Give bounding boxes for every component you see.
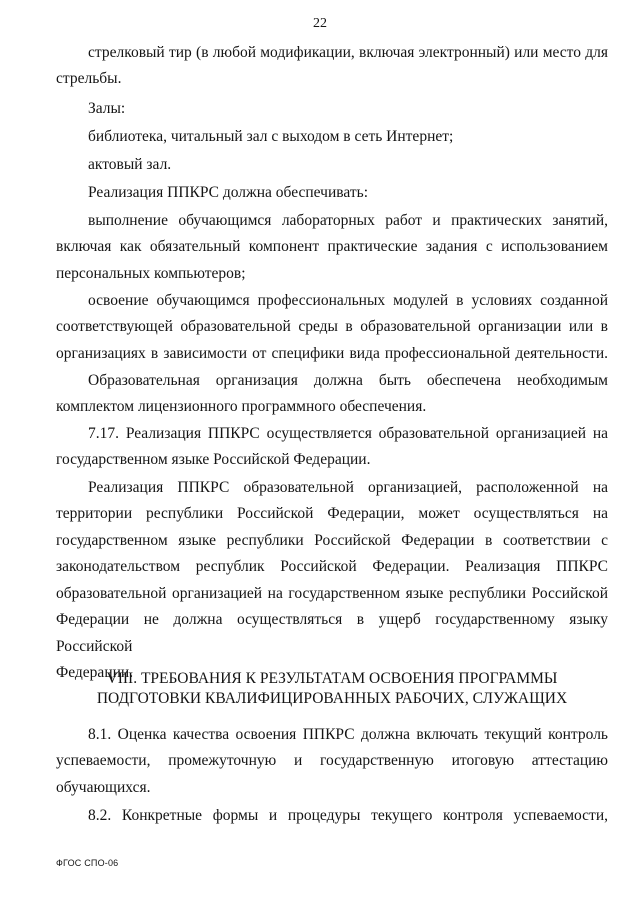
paragraph-republic-language-cont <box>56 501 608 687</box>
section-heading <box>56 669 608 709</box>
text-line: обучающихся. <box>56 778 151 796</box>
text-line: комплектом лицензионного программного обеспечения. <box>56 398 427 415</box>
paragraph-8-1-cont <box>56 748 608 801</box>
paragraph-ppkrs-must <box>88 180 608 207</box>
paragraph-lab-works <box>88 208 608 235</box>
text-line: включая как обязательный компонент практические задания с использованием <box>56 238 608 255</box>
paragraph-7-17-cont <box>56 447 608 474</box>
paragraph-8-2 <box>88 803 608 830</box>
text-line: 8.1. Оценка качества освоения ППКРС должна включать текущий контроль <box>88 726 608 743</box>
text-line: успеваемости, промежуточную и государственную итоговую аттестацию <box>56 752 608 769</box>
text-line: образовательной организацией на государственном языке республики Российской <box>56 584 608 602</box>
paragraph-7-17 <box>88 421 608 448</box>
text-line: библиотека, читальный зал с выходом в сеть Интернет; <box>88 128 454 145</box>
section-heading-line-2: ПОДГОТОВКИ КВАЛИФИЦИРОВАННЫХ РАБОЧИХ, СЛУЖАЩИХ <box>96 690 568 707</box>
text-line: актовый зал. <box>88 156 172 173</box>
text-line: организациях в зависимости от специфики вида профессиональной деятельности. <box>56 344 608 362</box>
text-line: Залы: <box>88 100 126 117</box>
text-line: 8.2. Конкретные формы и процедуры текущего контроля успеваемости, <box>88 807 608 824</box>
text-line: Федерации не должна осуществляться в ущерб государственному языку Российской <box>56 611 608 655</box>
paragraph-republic-language <box>88 475 608 502</box>
text-line: государственном языке республики Российской Федерации в соответствии с <box>56 531 608 549</box>
paragraph-lab-works-cont <box>56 234 608 287</box>
text-line: Федерации. <box>56 664 134 681</box>
paragraph-8-1 <box>88 722 608 749</box>
paragraph-modules <box>88 288 608 315</box>
text-line: выполнение обучающимся лабораторных работ и практических занятий, <box>88 212 608 229</box>
text-line: государственном языке Российской Федерации. <box>56 451 371 468</box>
paragraph-assembly-hall <box>88 152 608 179</box>
text-line: законодательством республик Российской Федерации. Реализация ППКРС <box>56 558 608 575</box>
text-line: Реализация ППКРС образовательной организацией, расположенной на <box>88 479 608 496</box>
text-line: 7.17. Реализация ППКРС осуществляется образовательной организацией на <box>88 425 608 442</box>
text-line: территории республики Российской Федерации, может осуществляться на <box>56 505 608 522</box>
paragraph-software-cont <box>56 394 608 421</box>
text-line: стрельбы. <box>56 70 122 87</box>
footer-standard-code: ФГОС СПО-06 <box>56 858 119 868</box>
paragraph-halls <box>88 96 608 123</box>
section-heading-line-1: VIII. ТРЕБОВАНИЯ К РЕЗУЛЬТАТАМ ОСВОЕНИЯ ПРОГРАММЫ <box>106 670 558 687</box>
paragraph-shooting-range-cont <box>56 66 576 93</box>
paragraph-shooting-range <box>88 40 608 67</box>
text-line: Реализация ППКРС должна обеспечивать: <box>88 184 368 201</box>
page-number: 22 <box>313 16 327 31</box>
text-line: соответствующей образовательной среды в образовательной организации или в <box>56 318 608 335</box>
text-line: освоение обучающимся профессиональных модулей в условиях созданной <box>88 292 608 309</box>
paragraph-library <box>88 124 608 151</box>
text-line: персональных компьютеров; <box>56 264 246 282</box>
paragraph-software <box>88 368 608 395</box>
text-line: стрелковый тир (в любой модификации, включая электронный) или место для <box>88 44 608 61</box>
text-line: Образовательная организация должна быть обеспечена необходимым <box>88 372 608 389</box>
paragraph-modules-cont <box>56 314 608 367</box>
